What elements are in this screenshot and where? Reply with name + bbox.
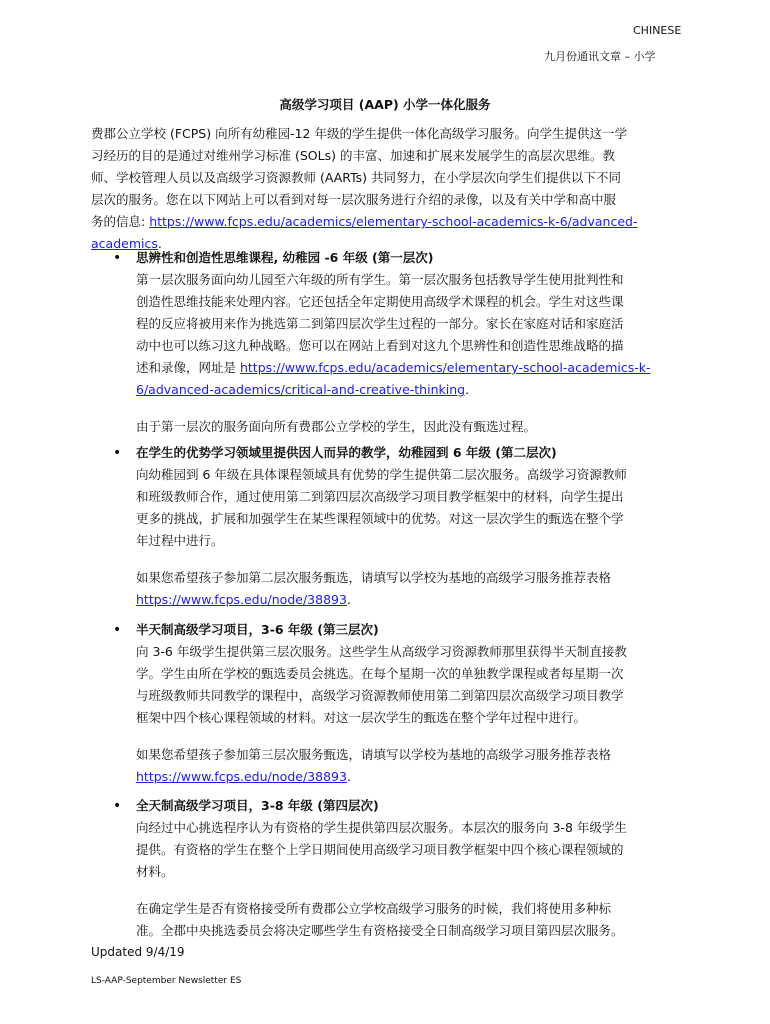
critical-thinking-link[interactable]: https://www.fcps.edu/academics/elementary-school-academics-k- xyxy=(239,360,651,375)
section-line: 更多的挑战，扩展和加强学生在某些课程领域中的优势。对这一层次学生的甄选在整个学 xyxy=(136,511,624,526)
section-note-link-line: https://www.fcps.edu/node/38893. xyxy=(136,769,351,784)
page-title: 高级学习项目 (AAP) 小学一体化服务 xyxy=(279,97,491,112)
bullet-icon: • xyxy=(113,250,122,266)
language-label: CHINESE xyxy=(633,24,682,37)
bullet-icon: • xyxy=(113,445,122,461)
section-line: 向经过中心挑选程序认为有资格的学生提供第四层次服务。本层次的服务向 3-8 年级学生 xyxy=(136,820,627,835)
section-note: 如果您希望孩子参加第三层次服务甄选，请填写以学校为基地的高级学习服务推荐表格 xyxy=(136,747,612,762)
section-line: 程的反应将被用来作为挑选第二到第四层次学生过程的一部分。家长在家庭对话和家庭活 xyxy=(136,316,624,331)
intro-line: 务的信息: https://www.fcps.edu/academics/elementary-school-academics-k-6/advanced- xyxy=(91,214,638,229)
section-extra-line: 在确定学生是否有资格接受所有费郡公立学校高级学习服务的时候，我们将使用多种标 xyxy=(136,901,612,916)
section-level-3 xyxy=(136,619,696,788)
section-line: 年过程中进行。 xyxy=(136,533,224,548)
referral-form-link[interactable]: https://www.fcps.edu/node/38893 xyxy=(136,592,347,607)
intro-line: academics. xyxy=(91,236,162,251)
intro-line: 习经历的目的是通过对维州学习标准 (SOLs) 的丰富、加速和扩展来发展学生的高层次思维。教 xyxy=(91,148,615,163)
updated-date: Updated 9/4/19 xyxy=(91,945,185,959)
section-line: 向 3-6 年级学生提供第三层次服务。这些学生从高级学习资源教师那里获得半天制直接教 xyxy=(136,644,627,659)
section-level-1 xyxy=(136,247,696,438)
intro-line: 费郡公立学校 (FCPS) 向所有幼稚园-12 年级的学生提供一体化高级学习服务。向学生提供这一学 xyxy=(91,126,627,141)
referral-form-link[interactable]: https://www.fcps.edu/node/38893 xyxy=(136,769,347,784)
section-line: 学。学生由所在学校的甄选委员会挑选。在每个星期一次的单独教学课程或者每星期一次 xyxy=(136,666,624,681)
section-line: 向幼稚园到 6 年级在具体课程领域具有优势的学生提供第二层次服务。高级学习资源教师 xyxy=(136,467,627,482)
section-note: 如果您希望孩子参加第二层次服务甄选，请填写以学校为基地的高级学习服务推荐表格 xyxy=(136,570,612,585)
intro-line: 层次的服务。您在以下网站上可以看到对每一层次服务进行介绍的录像，以及有关中学和高中服 xyxy=(91,192,617,207)
section-level-4 xyxy=(136,795,696,942)
section-heading: 全天制高级学习项目，3-8 年级 (第四层次) xyxy=(136,798,379,813)
advanced-academics-link[interactable]: https://www.fcps.edu/academics/elementary-school-academics-k-6/advanced- xyxy=(149,214,638,229)
section-heading: 半天制高级学习项目，3-6 年级 (第三层次) xyxy=(136,622,379,637)
section-line: 材料。 xyxy=(136,864,174,879)
section-heading: 思辨性和创造性思维课程, 幼稚园 -6 年级 (第一层次) xyxy=(136,250,434,265)
section-line: 创造性思维技能来处理内容。它还包括全年定期使用高级学术课程的机会。学生对这些课 xyxy=(136,294,624,309)
section-line: 动中也可以练习这九种战略。您可以在网站上看到对这九个思辨性和创造性思维战略的描 xyxy=(136,338,624,353)
section-line: 第一层次服务面向幼儿园至六年级的所有学生。第一层次服务包括教导学生使用批判性和 xyxy=(136,272,624,287)
section-line: 与班级教师共同教学的课程中，高级学习资源教师使用第二到第四层次高级学习项目教学 xyxy=(136,688,624,703)
bullet-icon: • xyxy=(113,798,122,814)
critical-thinking-link-cont[interactable]: 6/advanced-academics/critical-and-creative-thinking xyxy=(136,382,466,397)
bullet-icon: • xyxy=(113,622,122,638)
section-note-link-line: https://www.fcps.edu/node/38893. xyxy=(136,592,351,607)
section-line: 框架中四个核心课程领域的材料。对这一层次学生的甄选在整个学年过程中进行。 xyxy=(136,710,587,725)
section-note: 由于第一层次的服务面向所有费郡公立学校的学生，因此没有甄选过程。 xyxy=(136,419,537,434)
section-line: 提供。有资格的学生在整个上学日期间使用高级学习项目教学框架中四个核心课程领域的 xyxy=(136,842,624,857)
section-heading: 在学生的优势学习领域里提供因人而异的教学，幼稚园到 6 年级 (第二层次) xyxy=(136,445,557,460)
section-extra-line: 准。全郡中央挑选委员会将决定哪些学生有资格接受全日制高级学习项目第四层次服务。 xyxy=(136,923,624,938)
intro-line: 师、学校管理人员以及高级学习资源教师 (AARTs) 共同努力，在小学层次向学生们提供以下不同 xyxy=(91,170,622,185)
newsletter-subtitle: 九月份通讯文章 – 小学 xyxy=(544,50,656,63)
section-line: 6/advanced-academics/critical-and-creative-thinking. xyxy=(136,382,470,397)
document-code: LS-AAP-September Newsletter ES xyxy=(91,976,242,986)
section-level-2 xyxy=(136,442,696,611)
section-line: 和班级教师合作，通过使用第二到第四层次高级学习项目教学框架中的材料，向学生提出 xyxy=(136,489,624,504)
advanced-academics-link-cont[interactable]: academics xyxy=(91,236,158,251)
section-line: 述和录像，网址是 https://www.fcps.edu/academics/elementary-school-academics-k- xyxy=(136,360,651,375)
intro-paragraph xyxy=(91,123,691,255)
